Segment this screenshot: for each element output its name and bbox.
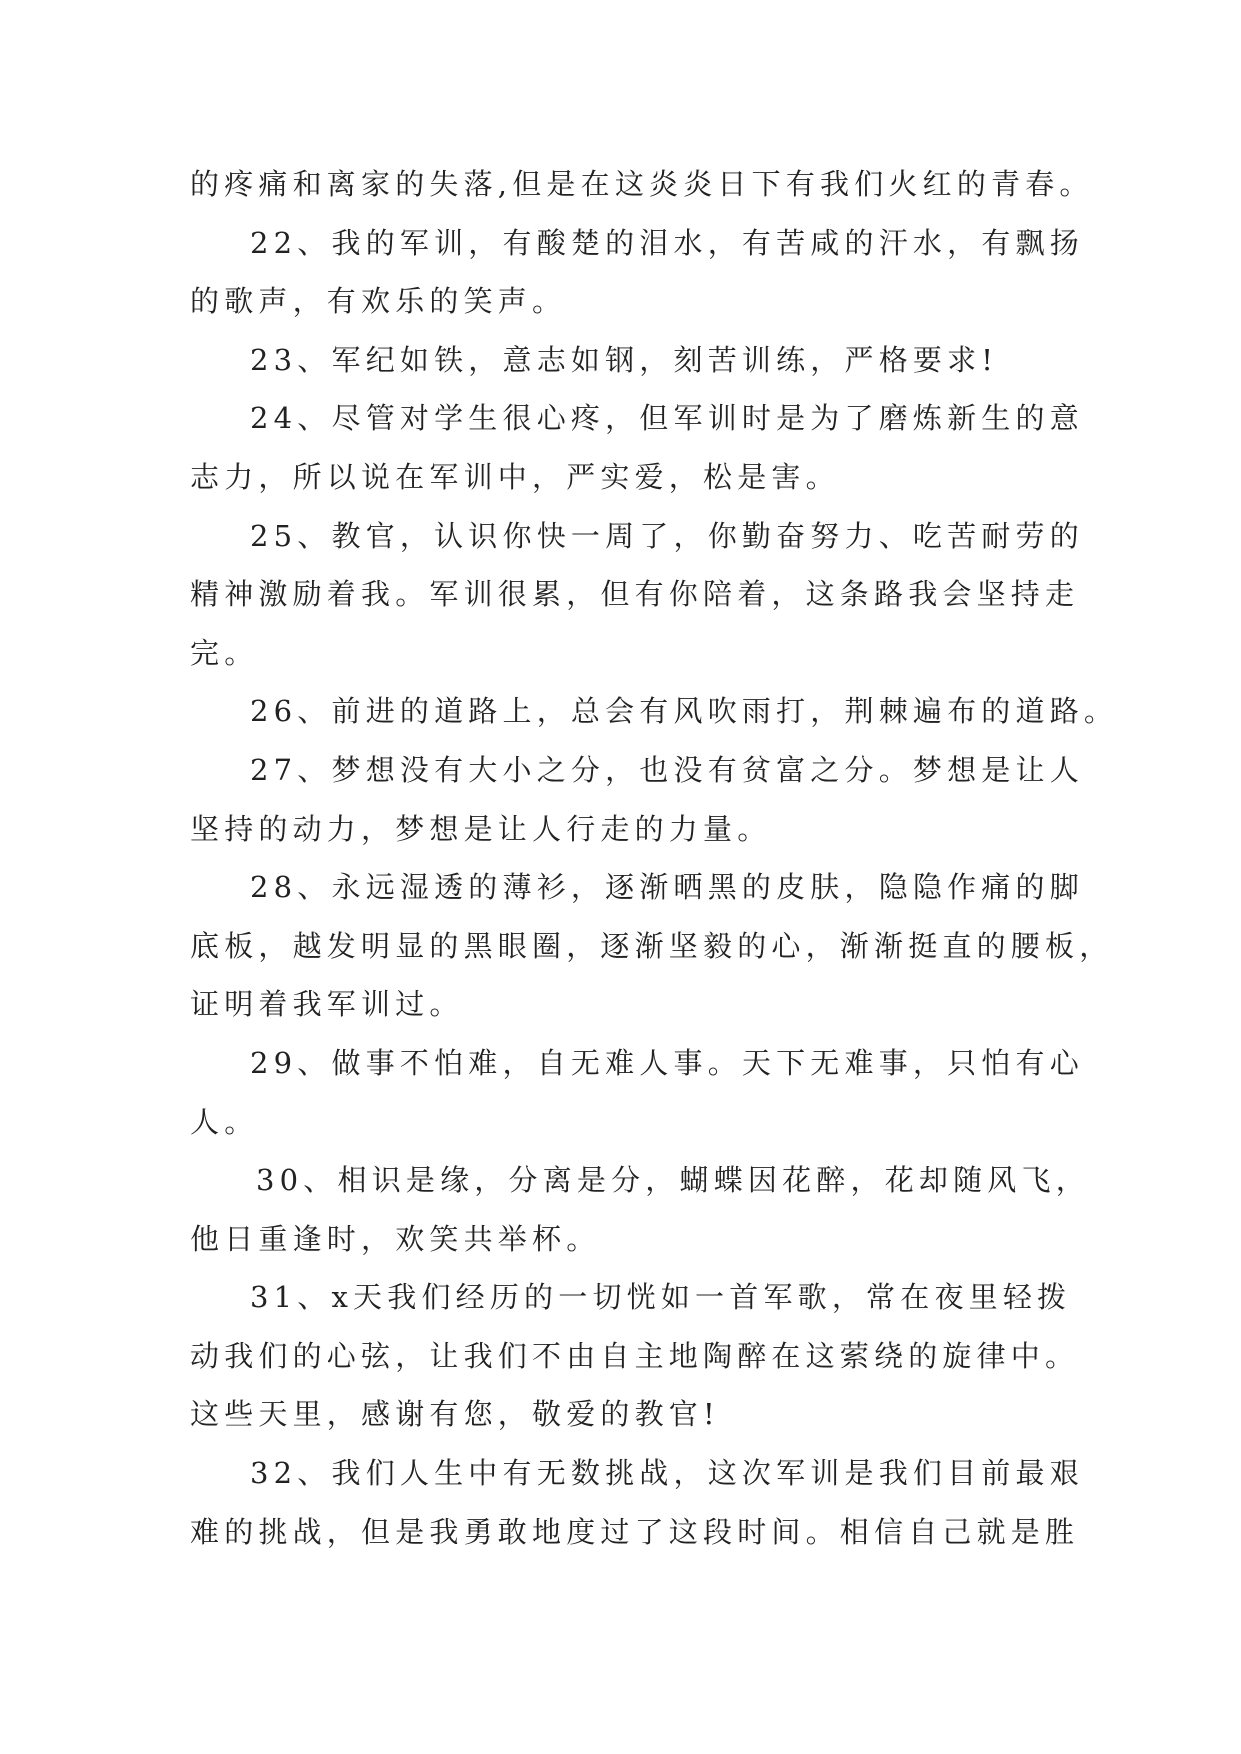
paragraph-30: 30、相识是缘，分离是分，蝴蝶因花醉，花却随风飞， [256,1163,1090,1198]
paragraph-29: 29、做事不怕难，自无难人事。天下无难事，只怕有心 [250,1045,1084,1080]
text-line: 的歌声，有欢乐的笑声。 [190,284,567,319]
document-body [190,155,1119,1561]
paragraph-25: 25、教官，认识你快一周了，你勤奋努力、吃苦耐劳的 [250,518,1084,553]
text-line: 他日重逢时，欢笑共举杯。 [190,1221,601,1256]
text-line: 证明着我军训过。 [190,987,464,1022]
paragraph-27: 27、梦想没有大小之分，也没有贫富之分。梦想是让人 [250,752,1084,787]
text-line: 动我们的心弦，让我们不由自主地陶醉在这萦绕的旋律中。 [190,1338,1080,1373]
text-line: 的疼痛和离家的失落,但是在这炎炎日下有我们火红的青春。 [190,167,1094,201]
text-line: 精神激励着我。军训很累，但有你陪着，这条路我会坚持走 [190,577,1080,612]
text-line: 志力，所以说在军训中，严实爱，松是害。 [190,459,840,494]
text-line: 底板，越发明显的黑眼圈，逐渐坚毅的心，渐渐挺直的腰板， [190,928,1114,963]
paragraph-28: 28、永远湿透的薄衫，逐渐晒黑的皮肤，隐隐作痛的脚 [250,870,1084,905]
paragraph-24: 24、尽管对学生很心疼，但军训时是为了磨炼新生的意 [250,401,1084,436]
text-line: 难的挑战，但是我勇敢地度过了这段时间。相信自己就是胜 [190,1514,1080,1549]
paragraph-31: 31、x天我们经历的一切恍如一首军歌，常在夜里轻拨 [250,1280,1072,1315]
text-line: 人。 [190,1104,259,1139]
paragraph-32: 32、我们人生中有无数挑战，这次军训是我们目前最艰 [250,1456,1084,1491]
text-line: 完。 [190,635,259,670]
text-line: 这些天里，感谢有您，敬爱的教官! [190,1397,720,1432]
paragraph-22: 22、我的军训，有酸楚的泪水，有苦咸的汗水，有飘扬 [250,225,1084,260]
paragraph-26: 26、前进的道路上，总会有风吹雨打，荆棘遍布的道路。 [250,694,1119,729]
text-line: 坚持的动力，梦想是让人行走的力量。 [190,811,772,846]
paragraph-23: 23、军纪如铁，意志如钢，刻苦训练，严格要求! [250,342,999,377]
